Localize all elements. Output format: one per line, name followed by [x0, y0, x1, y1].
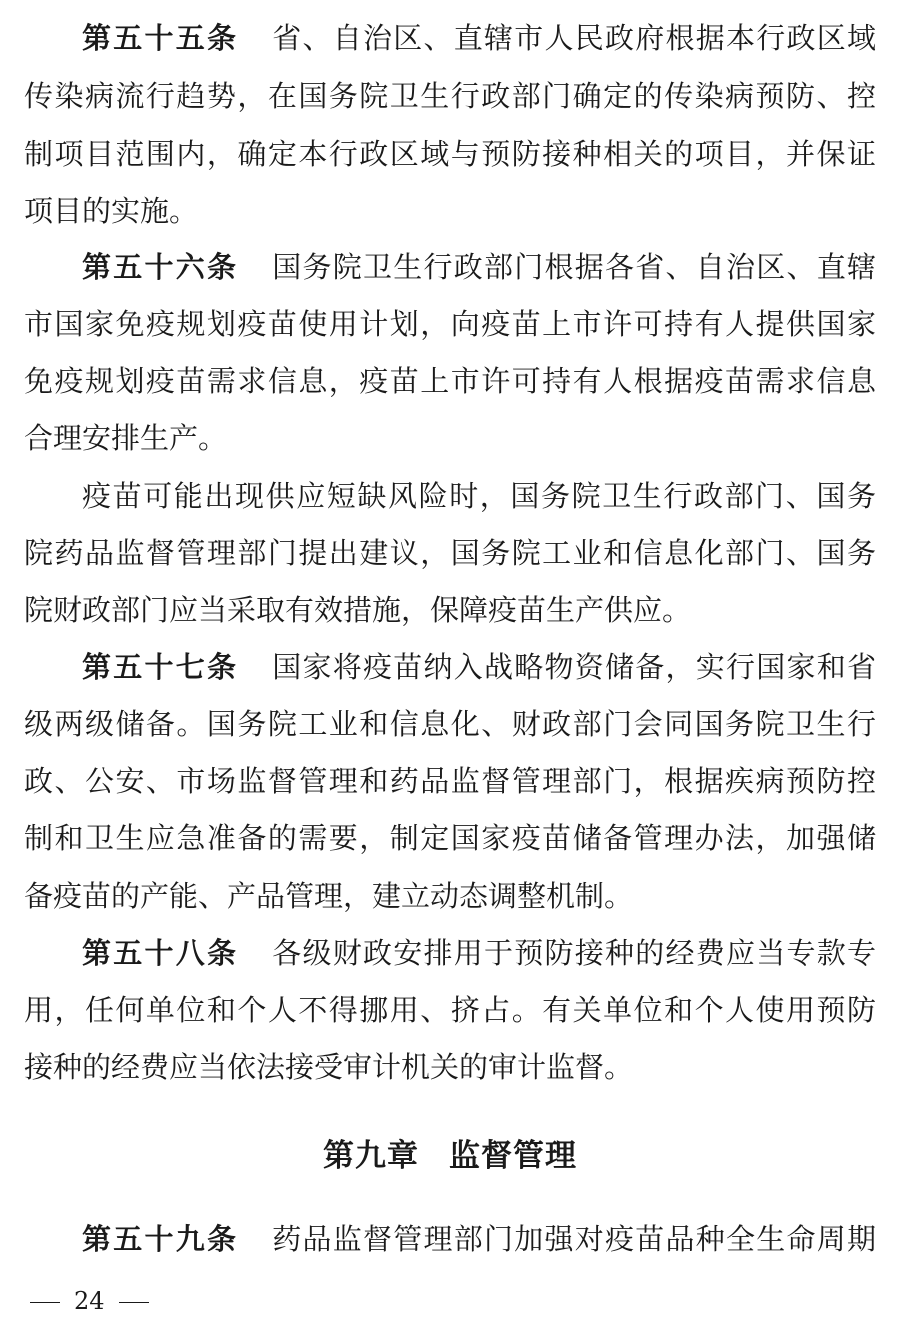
article-55-line-3: 制项目范围内，确定本行政区域与预防接种相关的项目，并保证 [24, 137, 876, 171]
article-56-line-1 [82, 247, 876, 287]
page-number-dash-right [119, 1302, 149, 1303]
article-55-line-1 [82, 18, 876, 58]
article-58-label: 第五十八条 [82, 936, 239, 970]
article-55-text: 省、自治区、直辖市人民政府根据本行政区域 [272, 21, 876, 55]
article-57-line-5: 备疫苗的产能、产品管理，建立动态调整机制。 [24, 879, 634, 913]
article-59-text: 药品监督管理部门加强对疫苗品种全生命周期 [272, 1222, 876, 1256]
article-57-line-1 [82, 647, 876, 687]
page-number: 24 [74, 1287, 105, 1315]
article-57-line-2: 级两级储备。国务院工业和信息化、财政部门会同国务院卫生行 [24, 707, 876, 741]
chapter-title: 监督管理 [449, 1138, 577, 1174]
article-56-line-4: 合理安排生产。 [24, 421, 228, 455]
article-56-line-3: 免疫规划疫苗需求信息，疫苗上市许可持有人根据疫苗需求信息 [24, 364, 876, 398]
article-57-line-3: 政、公安、市场监督管理和药品监督管理部门，根据疾病预防控 [24, 764, 876, 798]
article-58-line-1 [82, 933, 876, 973]
article-56-para-2-line-2: 院药品监督管理部门提出建议，国务院工业和信息化部门、国务 [24, 536, 876, 570]
article-55-label: 第五十五条 [82, 21, 239, 55]
page-number-footer [30, 1284, 149, 1318]
article-55-line-4: 项目的实施。 [24, 194, 199, 228]
page-number-dash-left [30, 1302, 60, 1303]
article-59-line-1 [82, 1219, 876, 1259]
article-56-text: 国务院卫生行政部门根据各省、自治区、直辖 [272, 250, 876, 284]
article-58-line-2: 用，任何单位和个人不得挪用、挤占。有关单位和个人使用预防 [24, 993, 876, 1027]
article-56-para-2-line-3: 院财政部门应当采取有效措施，保障疫苗生产供应。 [24, 593, 692, 627]
article-55-line-2: 传染病流行趋势，在国务院卫生行政部门确定的传染病预防、控 [24, 79, 876, 113]
article-57-text: 国家将疫苗纳入战略物资储备，实行国家和省 [272, 650, 876, 684]
article-58-line-3: 接种的经费应当依法接受审计机关的审计监督。 [24, 1050, 634, 1084]
article-59-label: 第五十九条 [82, 1222, 239, 1256]
article-58-text: 各级财政安排用于预防接种的经费应当专款专 [272, 936, 876, 970]
article-56-line-2: 市国家免疫规划疫苗使用计划，向疫苗上市许可持有人提供国家 [24, 307, 876, 341]
article-56-label: 第五十六条 [82, 250, 239, 284]
article-57-label: 第五十七条 [82, 650, 239, 684]
article-57-line-4: 制和卫生应急准备的需要，制定国家疫苗储备管理办法，加强储 [24, 821, 876, 855]
chapter-heading [0, 1134, 900, 1178]
chapter-number: 第九章 [323, 1138, 419, 1174]
article-56-para-2-line-1: 疫苗可能出现供应短缺风险时，国务院卫生行政部门、国务 [82, 479, 876, 513]
